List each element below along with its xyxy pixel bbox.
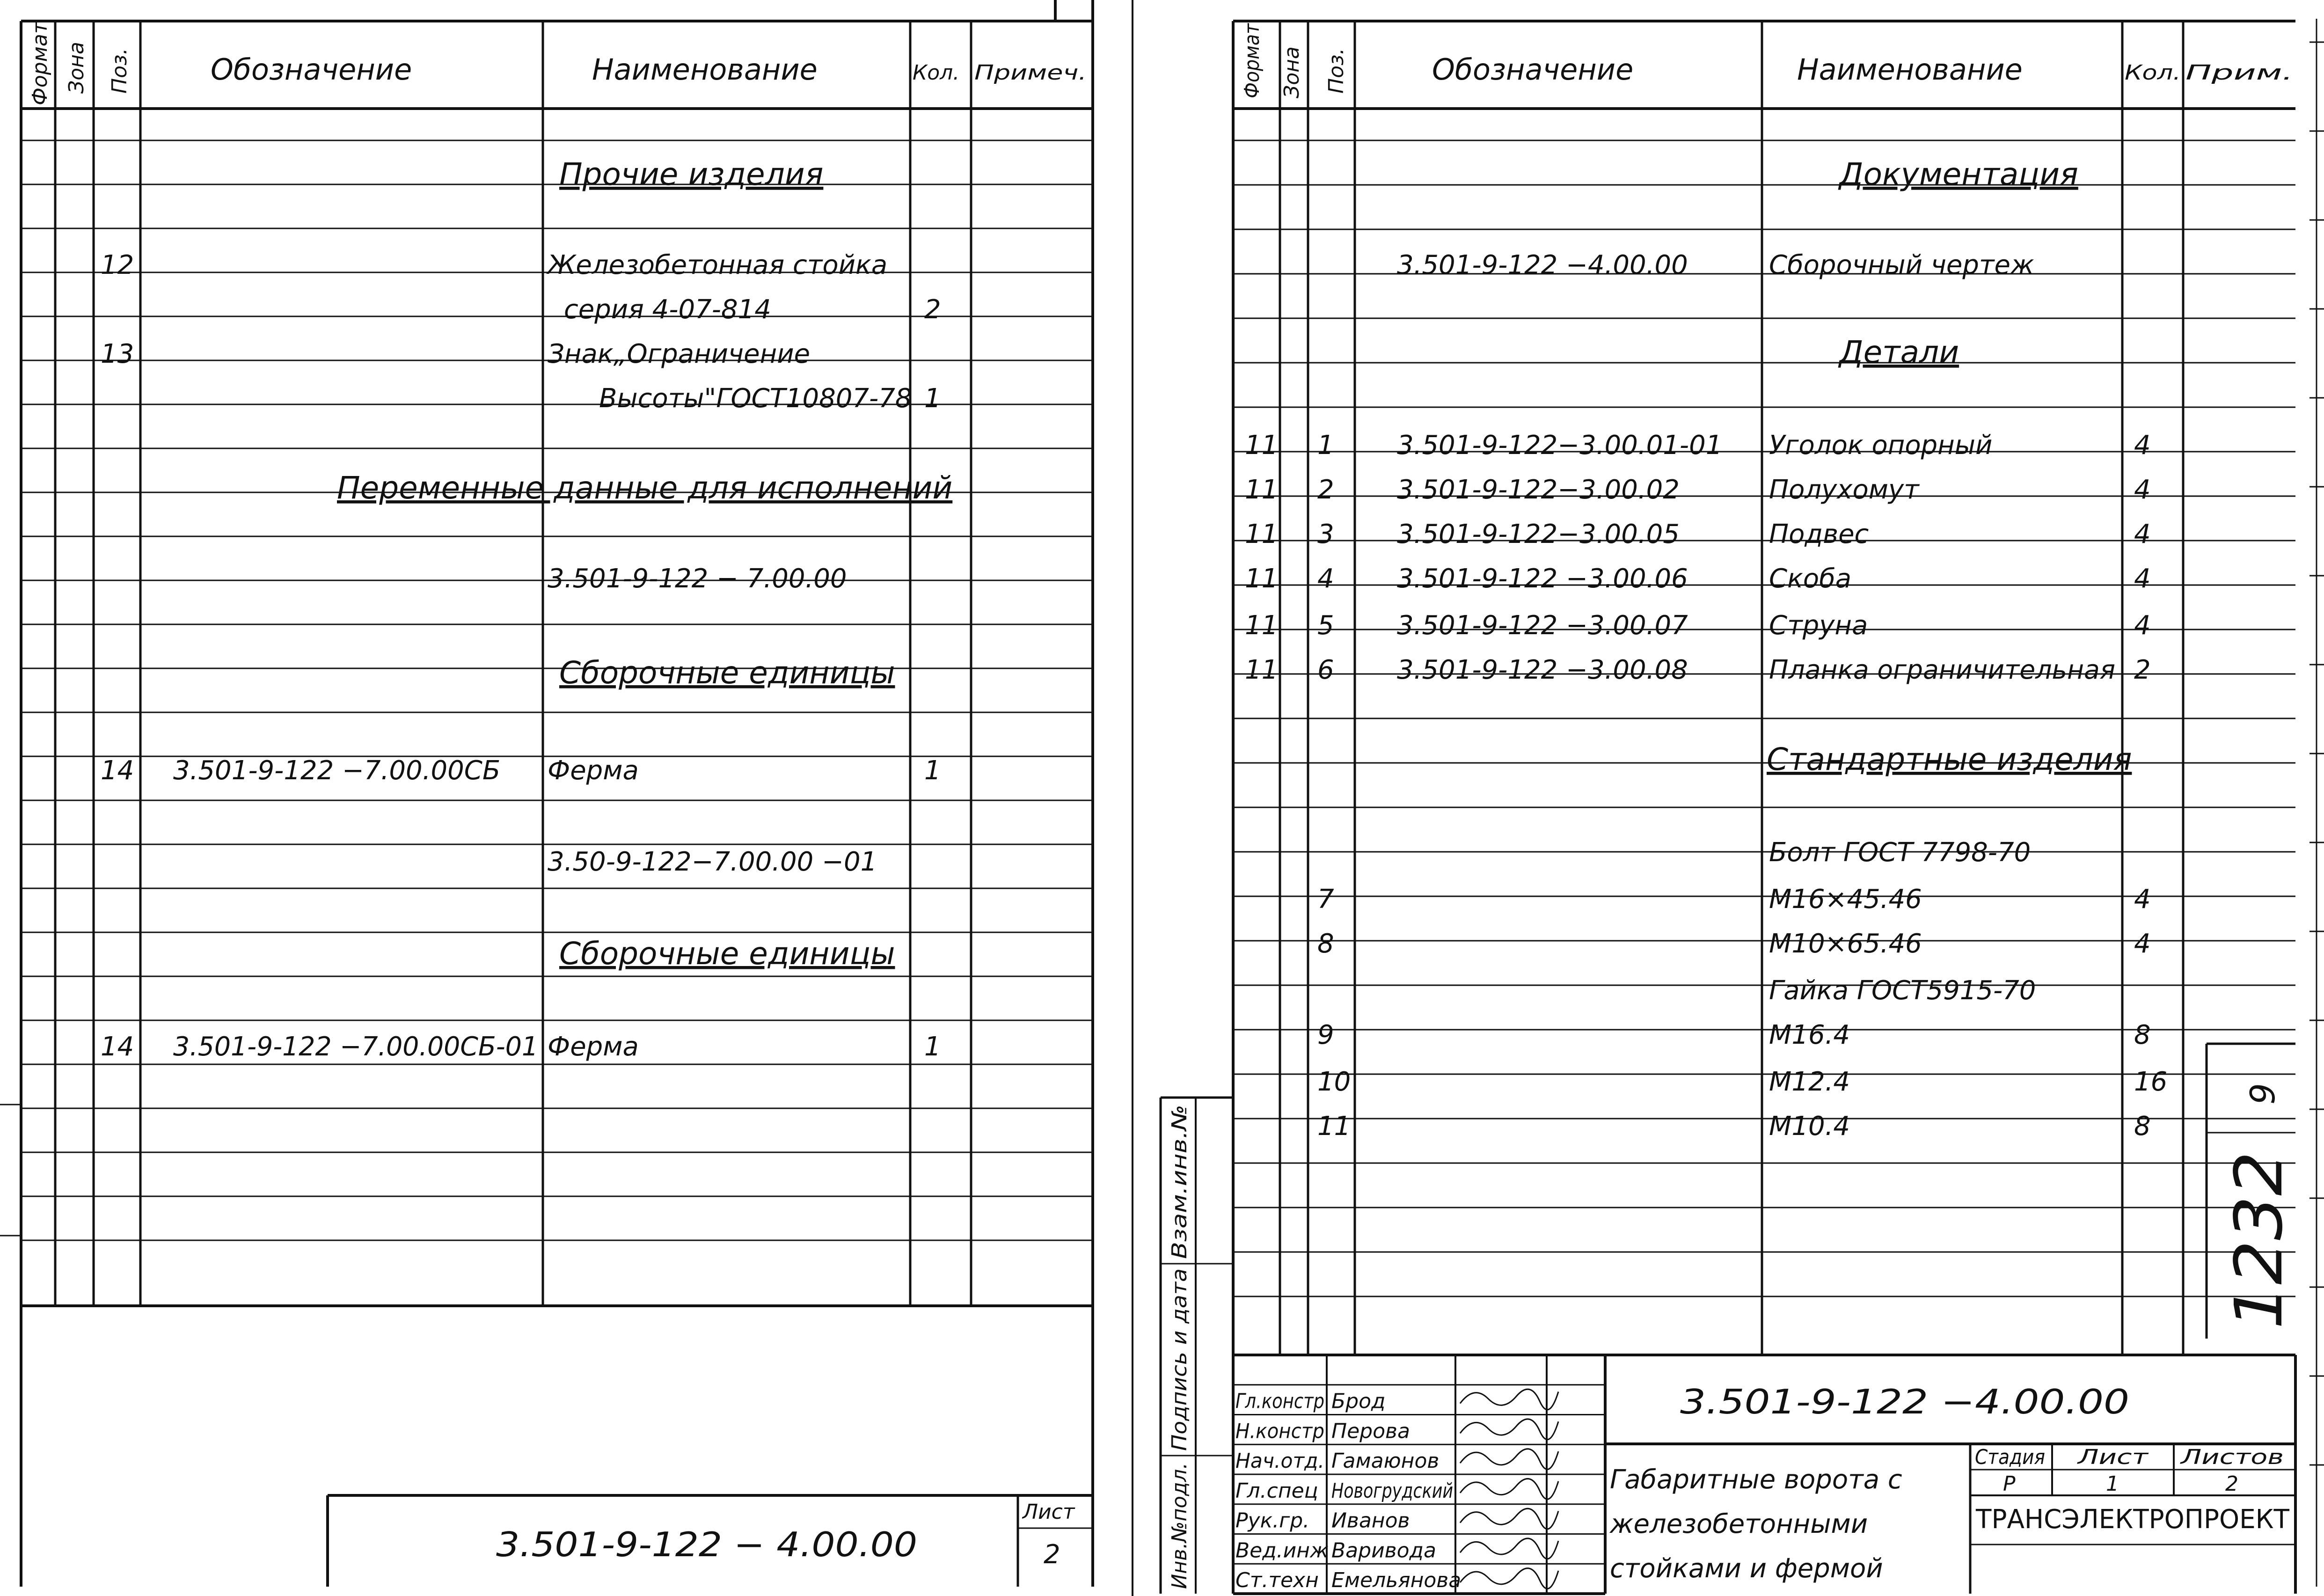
header-format: Формат <box>1240 15 1264 98</box>
row-qty: 8 <box>2134 1111 2151 1142</box>
row-name: Струна <box>1769 610 1868 641</box>
header-note: Примеч. <box>974 61 1087 85</box>
row-qty: 4 <box>2134 519 2151 549</box>
row-qty: 4 <box>2134 610 2151 641</box>
row-qty: 4 <box>2134 929 2151 959</box>
row-pos: 7 <box>1317 884 1334 915</box>
side-label-sign-date: Подпись и дата <box>1168 1280 1191 1451</box>
row-pos: 13 <box>101 339 134 369</box>
signer-role: Гл.спец <box>1235 1479 1318 1503</box>
left-spec-sheet <box>0 0 1093 1587</box>
row-pos: 9 <box>1317 1020 1334 1050</box>
row-designation: 3.501-9-122 −7.00.00СБ <box>173 755 501 786</box>
row-name: М12.4 <box>1769 1067 1850 1097</box>
row-designation: 3.501-9-122−3.00.02 <box>1397 475 1680 505</box>
stamp-title-line: железобетонными <box>1610 1509 1868 1539</box>
row-qty: 4 <box>2134 475 2151 505</box>
row-pos: 14 <box>101 755 134 786</box>
stamp-stage-label: Стадия <box>1975 1445 2045 1469</box>
stamp-stage: Р <box>2003 1472 2016 1496</box>
row-name: Гайка ГОСТ5915-70 <box>1769 975 2036 1006</box>
signer-name: Перова <box>1331 1419 1410 1443</box>
row-name: Подвес <box>1769 519 1869 549</box>
row-name: М16.4 <box>1769 1020 1850 1050</box>
header-pos: Поз. <box>108 48 132 94</box>
row-qty: 2 <box>924 294 941 325</box>
section-heading: Детали <box>1839 334 1959 370</box>
row-format: 11 <box>1245 475 1279 505</box>
row-name: серия 4-07-814 <box>564 294 771 325</box>
section-heading: Сборочные единицы <box>559 936 895 972</box>
row-name: М10.4 <box>1769 1111 1850 1142</box>
row-name: Сборочный чертеж <box>1769 250 2034 280</box>
header-qty: Кол. <box>2125 61 2181 85</box>
signer-role: Нач.отд. <box>1235 1449 1324 1473</box>
right-spec-sheet <box>1161 15 2297 1594</box>
stamp-sheet: 1 <box>2106 1472 2119 1496</box>
row-qty: 4 <box>2134 564 2151 594</box>
row-qty: 4 <box>2134 430 2151 461</box>
row-pos: 10 <box>1317 1067 1351 1097</box>
signer-role: Ст.техн <box>1235 1568 1319 1592</box>
row-pos: 8 <box>1317 929 1334 959</box>
signer-role: Вед.инж <box>1235 1538 1329 1563</box>
header-name: Наименование <box>592 52 818 87</box>
row-format: 11 <box>1245 519 1279 549</box>
margin-marks <box>1133 0 2324 1596</box>
row-qty: 4 <box>2134 884 2151 915</box>
signer-role: Рук.гр. <box>1235 1508 1310 1533</box>
row-pos: 14 <box>101 1032 134 1062</box>
header-designation: Обозначение <box>1432 52 1634 87</box>
stamp-sheet-label: Лист <box>1023 1500 1075 1524</box>
stamp-organization: ТРАНСЭЛЕКТРОПРОЕКТ <box>1975 1504 2290 1535</box>
row-qty: 1 <box>924 383 941 414</box>
signer-name: Варивода <box>1331 1538 1436 1563</box>
side-label-replaced-inv: Взам.инв.№ <box>1168 1132 1191 1259</box>
row-pos: 5 <box>1317 610 1334 641</box>
signature-scribble <box>1460 1389 1558 1410</box>
row-pos: 6 <box>1317 655 1334 685</box>
row-name: Ферма <box>548 755 639 786</box>
row-format: 11 <box>1245 610 1279 641</box>
row-format: 11 <box>1245 430 1279 461</box>
row-name: 3.501-9-122 − 7.00.00 <box>548 564 847 594</box>
row-pos: 11 <box>1317 1111 1351 1142</box>
stamp-sheet-label: Лист <box>2076 1445 2149 1469</box>
section-heading: Прочие изделия <box>559 156 824 192</box>
row-qty: 8 <box>2134 1020 2151 1050</box>
archive-number: 1232 <box>2221 1162 2297 1329</box>
section-heading: Переменные данные для исполнений <box>337 470 953 506</box>
signature-scribble <box>1460 1538 1558 1559</box>
signature-scribble <box>1460 1419 1558 1440</box>
row-qty: 1 <box>924 1032 941 1062</box>
row-designation: 3.501-9-122 −3.00.08 <box>1397 655 1688 685</box>
stamp-sheets-label: Листов <box>2179 1445 2284 1469</box>
header-zone: Зона <box>1280 46 1304 98</box>
section-heading: Документация <box>1839 156 2078 192</box>
header-pos: Поз. <box>1324 48 1348 94</box>
row-format: 11 <box>1245 564 1279 594</box>
row-name: Болт ГОСТ 7798-70 <box>1769 837 2031 868</box>
row-name: Уголок опорный <box>1769 430 1993 461</box>
row-qty: 2 <box>2134 655 2151 685</box>
header-name: Наименование <box>1797 52 2023 87</box>
stamp-title-line: Габаритные ворота с <box>1610 1464 1902 1495</box>
signer-name: Новогрудский <box>1331 1479 1453 1503</box>
stamp-designation: 3.501-9-122 −4.00.00 <box>1680 1382 2129 1421</box>
signature-scribble <box>1460 1508 1558 1529</box>
signer-name: Брод <box>1331 1389 1386 1413</box>
signer-name: Емельянова <box>1331 1568 1462 1592</box>
row-name: Знак„Ограничение <box>548 339 811 369</box>
row-name: Ферма <box>548 1032 639 1062</box>
row-designation: 3.501-9-122 −7.00.00СБ-01 <box>173 1032 538 1062</box>
row-name: М16×45.46 <box>1769 884 1922 915</box>
row-designation: 3.501-9-122−3.00.05 <box>1397 519 1680 549</box>
signature-scribble <box>1460 1449 1558 1470</box>
signature-scribble <box>1460 1479 1558 1499</box>
header-format: Формат <box>28 22 52 105</box>
row-designation: 3.501-9-122 −3.00.07 <box>1397 610 1688 641</box>
header-note: Прим. <box>2185 61 2293 85</box>
header-zone: Зона <box>65 42 88 94</box>
row-name: Железобетонная стойка <box>548 250 888 280</box>
row-name: М10×65.46 <box>1769 929 1922 959</box>
row-pos: 12 <box>101 250 134 280</box>
row-pos: 1 <box>1317 430 1334 461</box>
stamp-sheet-number: 2 <box>1044 1539 1060 1570</box>
row-pos: 2 <box>1317 475 1334 505</box>
signature-scribble <box>1460 1568 1558 1589</box>
header-designation: Обозначение <box>211 52 412 87</box>
row-qty: 16 <box>2134 1067 2168 1097</box>
side-label-inv-orig: Инв.№подл. <box>1168 1460 1191 1589</box>
stamp-title-line: стойками и фермой <box>1610 1553 1883 1584</box>
row-qty: 1 <box>924 755 941 786</box>
row-name: Скоба <box>1769 564 1852 594</box>
row-designation: 3.501-9-122 −4.00.00 <box>1397 250 1688 280</box>
archive-sheet: 9 <box>2243 1083 2282 1105</box>
row-name: Высоты"ГОСТ10807-78 <box>599 383 912 414</box>
signer-role: Н.констр <box>1235 1419 1324 1443</box>
signer-name: Иванов <box>1331 1508 1410 1533</box>
row-designation: 3.501-9-122 −3.00.06 <box>1397 564 1688 594</box>
section-heading: Сборочные единицы <box>559 655 895 691</box>
row-pos: 3 <box>1317 519 1334 549</box>
signer-name: Гамаюнов <box>1331 1449 1440 1473</box>
header-qty: Кол. <box>913 61 960 85</box>
row-designation: 3.501-9-122−3.00.01-01 <box>1397 430 1723 461</box>
row-format: 11 <box>1245 655 1279 685</box>
section-heading: Стандартные изделия <box>1767 741 2132 777</box>
stamp-sheets: 2 <box>2225 1472 2238 1496</box>
stamp-designation: 3.501-9-122 − 4.00.00 <box>496 1525 917 1564</box>
row-pos: 4 <box>1317 564 1334 594</box>
signer-role: Гл.констр <box>1235 1389 1324 1413</box>
row-name: Полухомут <box>1769 475 1919 505</box>
row-name: 3.50-9-122−7.00.00 −01 <box>548 847 877 877</box>
row-name: Планка ограничительная <box>1769 655 2115 685</box>
